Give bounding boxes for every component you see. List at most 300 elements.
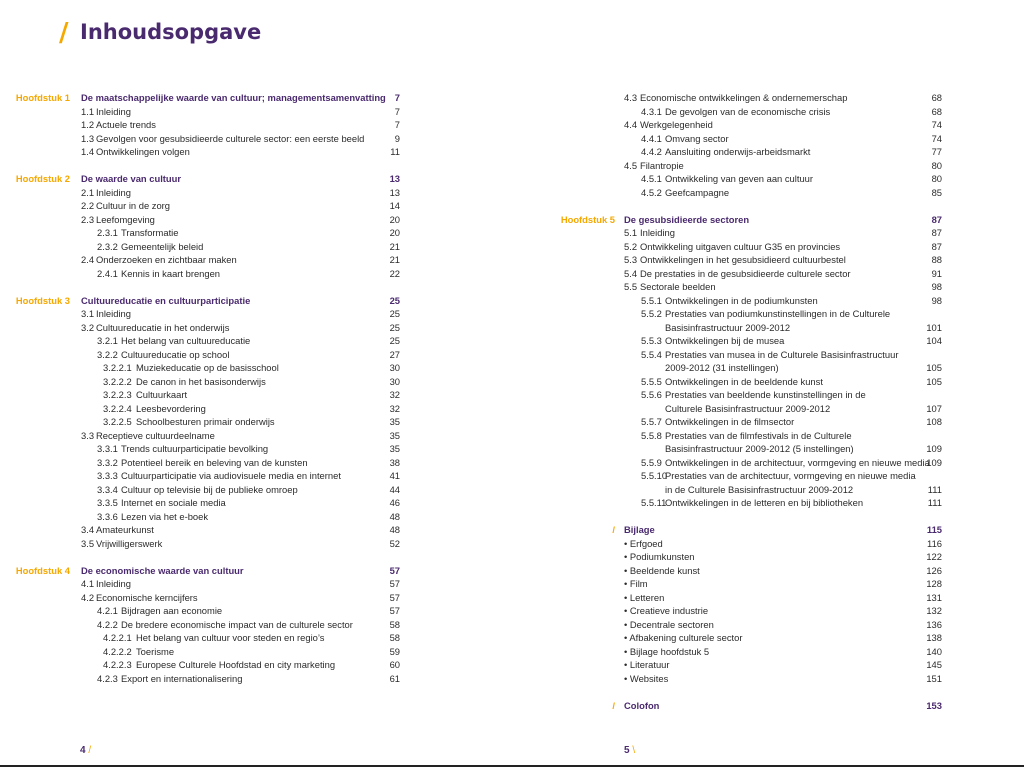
toc-entry-row[interactable] [546, 537, 946, 551]
toc-entry-row[interactable] [546, 321, 946, 335]
entry-title: Ontwikkeling van geven aan cultuur [665, 173, 814, 184]
toc-entry-row[interactable] [0, 415, 410, 429]
entry-title: Leesbevordering [136, 402, 206, 414]
section-number: 1.4 [81, 146, 95, 157]
section-number: 2.4 [81, 254, 95, 265]
toc-entry-row[interactable] [546, 172, 946, 186]
toc-entry-row[interactable] [0, 388, 410, 402]
page-number: 104 [926, 335, 942, 346]
entry-title: • Websites [624, 672, 669, 684]
toc-entry-row[interactable] [0, 213, 410, 227]
entry-title: De gesubsidieerde sectoren [624, 213, 750, 225]
page-number: 80 [931, 173, 942, 184]
toc-entry-row[interactable] [546, 307, 946, 321]
entry-title: Inleiding [96, 186, 131, 198]
entry-title: Lezen via het e-boek [121, 510, 209, 522]
section-number: 4.2.2.1 [103, 632, 132, 643]
toc-entry-row[interactable] [0, 267, 410, 281]
page-number: 38 [389, 456, 400, 468]
page-number: 105 [926, 362, 942, 373]
toc-entry-row[interactable] [546, 186, 946, 200]
page-number: 13 [389, 186, 400, 198]
toc-entry-row[interactable] [0, 307, 410, 321]
page-number: 57 [389, 578, 400, 589]
entry-title: Bijlage [624, 524, 655, 535]
chapter-label: Hoofdstuk 1 [15, 92, 70, 103]
section-number: 3.3.4 [97, 483, 118, 495]
section-number: 1.2 [81, 119, 95, 130]
toc-entry-row[interactable] [0, 186, 410, 200]
toc-entry-row[interactable] [546, 145, 946, 159]
page-number: 57 [389, 564, 400, 576]
section-number: 5.5.2 [641, 308, 662, 319]
section-number: 5.5.7 [641, 416, 662, 427]
entry-title: Colofon [624, 699, 660, 711]
toc-entry-row[interactable] [0, 510, 410, 524]
page-number: 87 [931, 240, 942, 252]
entry-title: Inleiding [96, 308, 131, 319]
entry-title: Cultuureducatie in het onderwijs [96, 321, 230, 333]
entry-title: Cultuur in de zorg [96, 200, 170, 211]
entry-title: Prestaties van de filmfestivals in de Culturele [665, 429, 852, 441]
entry-title: • Creatieve industrie [624, 605, 709, 616]
page-number: 14 [389, 200, 400, 211]
page-number: 151 [926, 672, 942, 684]
section-number: 3.1 [81, 308, 95, 319]
page-number: 111 [927, 497, 942, 508]
page-number: 59 [389, 645, 400, 657]
entry-title: Actuele trends [96, 119, 156, 130]
title-slash: / [59, 18, 69, 48]
toc-entry-row[interactable] [0, 631, 410, 645]
toc-entry-row[interactable] [0, 361, 410, 375]
toc-entry-row[interactable] [546, 591, 946, 605]
toc-entry-row[interactable] [546, 469, 946, 483]
page-number: 109 [926, 456, 942, 468]
page-number: 87 [931, 213, 942, 225]
toc-entry-row[interactable] [546, 604, 946, 618]
toc-gap [0, 280, 410, 294]
entry-title: Amateurkunst [96, 524, 154, 535]
entry-title: Schoolbesturen primair onderwijs [136, 416, 275, 427]
page-number: 131 [926, 591, 942, 603]
section-number: 5.3 [624, 254, 638, 265]
section-number: 2.2 [81, 200, 95, 211]
toc-entry-row[interactable] [546, 631, 946, 645]
toc-right-column [546, 91, 946, 712]
toc-entry-row[interactable] [546, 159, 946, 173]
section-number: 4.2.1 [97, 605, 118, 616]
section-number: 3.3.1 [97, 443, 118, 454]
entry-title: Geefcampagne [665, 186, 730, 198]
section-number: 2.3 [81, 213, 95, 225]
page-number: 21 [389, 254, 400, 265]
section-number: 3.5 [81, 537, 95, 549]
section-number: 3.2.1 [97, 335, 118, 346]
toc-gap [546, 199, 946, 213]
toc-entry-row[interactable] [0, 469, 410, 483]
section-number: 2.3.2 [97, 240, 118, 252]
page-number: 74 [931, 119, 942, 130]
entry-title: Muziekeducatie op de basisschool [136, 362, 279, 373]
entry-title: Prestaties van de architectuur, vormgeving en nieuwe media [665, 470, 916, 481]
toc-entry-row[interactable] [546, 294, 946, 308]
section-number: 5.5.6 [641, 389, 662, 400]
entry-title: Sectorale beelden [640, 281, 716, 292]
page-number: 91 [931, 267, 942, 279]
section-number: 5.5.11 [641, 497, 667, 508]
footer-right [624, 745, 635, 756]
page-number: 22 [389, 267, 400, 279]
page-number: 27 [389, 348, 400, 360]
toc-entry-row[interactable] [0, 618, 410, 632]
section-number: 5.5.4 [641, 348, 662, 360]
entry-title: Culturele Basisinfrastructuur 2009-2012 [665, 402, 831, 414]
section-number: 2.4.1 [97, 267, 118, 279]
entry-title: Inleiding [96, 105, 131, 117]
page-number: 35 [389, 429, 400, 441]
page-number: 35 [389, 443, 400, 454]
page-number: 35 [389, 416, 400, 427]
toc-entry-row[interactable] [546, 280, 946, 294]
entry-title: Economische kerncijfers [96, 591, 198, 603]
toc-entry-row[interactable] [546, 361, 946, 375]
toc-entry-row[interactable] [546, 483, 946, 497]
section-number: 4.4.2 [641, 146, 662, 157]
page-number: 13 [389, 173, 400, 184]
toc-gap [0, 159, 410, 173]
page-number: 107 [926, 402, 942, 414]
section-number: 5.2 [624, 240, 638, 252]
entry-title: Ontwikkelingen in de filmsector [665, 416, 795, 427]
entry-title: De gevolgen van de economische crisis [665, 105, 831, 117]
toc-entry-row[interactable] [546, 415, 946, 429]
section-number: 5.5.1 [641, 294, 662, 306]
section-number: 3.2.2.4 [103, 402, 132, 414]
toc-entry-row[interactable] [0, 375, 410, 389]
page-number: 58 [389, 632, 400, 643]
toc-entry-row[interactable] [0, 145, 410, 159]
chapter-label: Hoofdstuk 3 [15, 294, 70, 306]
section-number: 5.5 [624, 281, 638, 292]
entry-title: Onderzoeken en zichtbaar maken [96, 254, 237, 265]
section-number: 3.3.2 [97, 456, 118, 468]
page-number: 77 [931, 146, 942, 157]
toc-entry-row[interactable] [0, 334, 410, 348]
entry-title: Ontwikkelingen in de beeldende kunst [665, 375, 823, 387]
toc-left-column [0, 91, 410, 685]
toc-entry-row[interactable] [0, 402, 410, 416]
page-number: 122 [926, 551, 942, 562]
chapter-label: / [612, 699, 615, 711]
section-number: 4.5 [624, 159, 638, 171]
section-number: 3.2.2.3 [103, 389, 132, 400]
entry-title: • Erfgoed [624, 537, 663, 549]
page-number: 32 [389, 402, 400, 414]
toc-entry-row[interactable] [0, 199, 410, 213]
toc-entry-row[interactable] [546, 388, 946, 402]
page-number: 140 [926, 645, 942, 657]
page-number: 21 [389, 240, 400, 252]
entry-title: Het belang van cultuureducatie [121, 335, 251, 346]
entry-title: Ontwikkelingen volgen [96, 146, 190, 157]
toc-entry-row[interactable] [546, 118, 946, 132]
page-number: 87 [931, 227, 942, 238]
page-number: 25 [389, 335, 400, 346]
entry-title: Ontwikkeling uitgaven cultuur G35 en provincies [640, 240, 841, 252]
bottom-rule [0, 765, 1024, 767]
entry-title: Export en internationalisering [121, 672, 243, 684]
page-number: 61 [389, 672, 400, 684]
entry-title: 2009-2012 (31 instellingen) [665, 362, 779, 373]
page-number: 136 [926, 618, 942, 630]
entry-title: Potentieel bereik en beleving van de kunsten [121, 456, 308, 468]
toc-chapter-row[interactable] [0, 564, 410, 578]
page-number: 101 [926, 321, 942, 333]
section-number: 5.5.3 [641, 335, 662, 346]
section-number: 5.1 [624, 227, 638, 238]
page-number: 20 [389, 227, 400, 238]
toc-entry-row[interactable] [0, 537, 410, 551]
page-number-left: 4 [80, 745, 86, 756]
toc-chapter-row[interactable] [546, 699, 946, 713]
entry-title: • Podiumkunsten [624, 551, 695, 562]
section-number: 5.5.9 [641, 456, 662, 468]
toc-entry-row[interactable] [0, 429, 410, 443]
page-number: 132 [926, 605, 942, 616]
page-number: 85 [931, 186, 942, 198]
entry-title: Cultuureducatie op school [121, 348, 230, 360]
toc-entry-row[interactable] [0, 105, 410, 119]
section-number: 1.3 [81, 132, 95, 144]
section-number: 4.2 [81, 591, 95, 603]
section-number: 3.2.2.5 [103, 416, 132, 427]
entry-title: • Film [624, 578, 648, 589]
entry-title: Economische ontwikkelingen & ondernemerschap [640, 92, 848, 103]
entry-title: De waarde van cultuur [81, 173, 182, 184]
entry-title: De maatschappelijke waarde van cultuur; managementsamenvatting [81, 92, 386, 103]
entry-title: Cultuurkaart [136, 389, 188, 400]
section-number: 3.3.3 [97, 470, 118, 481]
section-number: 5.4 [624, 267, 638, 279]
page-number: 138 [926, 632, 942, 643]
entry-title: Omvang sector [665, 132, 729, 144]
toc-entry-row[interactable] [0, 658, 410, 672]
page-number: 20 [389, 213, 400, 225]
entry-title: De bredere economische impact van de culturele sector [121, 618, 353, 630]
section-number: 2.3.1 [97, 227, 118, 238]
entry-title: Trends cultuurparticipatie bevolking [121, 443, 269, 454]
toc-entry-row[interactable] [0, 253, 410, 267]
page-number: 46 [389, 497, 400, 508]
chapter-label: Hoofdstuk 5 [560, 213, 615, 225]
entry-title: Receptieve cultuurdeelname [96, 429, 215, 441]
chapter-label: Hoofdstuk 2 [15, 173, 70, 184]
page-title: Inhoudsopgave [80, 20, 262, 44]
section-number: 3.3 [81, 429, 95, 441]
page-number: 68 [931, 105, 942, 117]
section-number: 3.2.2 [97, 348, 118, 360]
entry-title: Gevolgen voor gesubsidieerde culturele sector: een eerste beeld [96, 132, 365, 144]
page-number: 115 [926, 524, 942, 535]
section-number: 4.2.2.3 [103, 659, 132, 670]
toc-entry-row[interactable] [546, 226, 946, 240]
section-number: 4.3.1 [641, 105, 662, 117]
entry-title: Basisinfrastructuur 2009-2012 [665, 321, 791, 333]
page-number: 7 [394, 105, 400, 117]
toc-entry-row[interactable] [0, 132, 410, 146]
entry-title: De economische waarde van cultuur [81, 564, 244, 576]
page-number: 60 [389, 659, 400, 670]
toc-entry-row[interactable] [546, 564, 946, 578]
toc-entry-row[interactable] [546, 658, 946, 672]
section-number: 5.5.8 [641, 429, 662, 441]
page-number: 116 [927, 537, 942, 549]
page-number: 74 [931, 132, 942, 144]
toc-entry-row[interactable] [0, 226, 410, 240]
toc-entry-row[interactable] [546, 253, 946, 267]
section-number: 3.2 [81, 321, 95, 333]
toc-entry-row[interactable] [546, 645, 946, 659]
page-number: 145 [926, 659, 942, 670]
toc-entry-row[interactable] [546, 91, 946, 105]
toc-entry-row[interactable] [546, 105, 946, 119]
toc-entry-row[interactable] [0, 523, 410, 537]
page-number: 52 [389, 537, 400, 549]
entry-title: Prestaties van podiumkunstinstellingen in de Culturele [665, 308, 891, 319]
section-number: 4.4 [624, 119, 638, 130]
section-number: 4.2.2.2 [103, 645, 132, 657]
page-number: 32 [389, 389, 400, 400]
page-number: 109 [926, 443, 942, 454]
page-number-right: 5 [624, 745, 630, 756]
page-number: 98 [931, 294, 942, 306]
page-number: 25 [389, 294, 400, 306]
toc-entry-row[interactable] [546, 240, 946, 254]
toc-chapter-row[interactable] [0, 172, 410, 186]
page-number: 126 [926, 564, 942, 576]
toc-entry-row[interactable] [546, 456, 946, 470]
entry-title: • Decentrale sectoren [624, 618, 714, 630]
entry-title: Cultuurparticipatie via audiovisuele media en internet [121, 470, 341, 481]
toc-entry-row[interactable] [546, 442, 946, 456]
entry-title: Europese Culturele Hoofdstad en city marketing [136, 659, 336, 670]
section-number: 3.4 [81, 524, 95, 535]
toc-entry-row[interactable] [0, 348, 410, 362]
page-number: 128 [926, 578, 942, 589]
entry-title: Cultuureducatie en cultuurparticipatie [81, 294, 251, 306]
entry-title: • Bijlage hoofdstuk 5 [624, 645, 710, 657]
toc-entry-row[interactable] [546, 267, 946, 281]
page-number: 153 [926, 699, 942, 711]
toc-entry-row[interactable] [0, 240, 410, 254]
toc-entry-row[interactable] [546, 550, 946, 564]
toc-entry-row[interactable] [0, 483, 410, 497]
page-number: 108 [926, 416, 942, 427]
toc-entry-row[interactable] [546, 132, 946, 146]
entry-title: De canon in het basisonderwijs [136, 375, 266, 387]
entry-title: Toerisme [136, 645, 175, 657]
page-number: 25 [389, 321, 400, 333]
toc-chapter-row[interactable] [546, 213, 946, 227]
entry-title: Ontwikkelingen in het gesubsidieerd cultuurbestel [640, 254, 846, 265]
section-number: 3.3.6 [97, 510, 118, 522]
page-number: 44 [389, 483, 400, 495]
toc-entry-row[interactable] [0, 672, 410, 686]
page-number: 57 [389, 591, 400, 603]
toc-gap [546, 685, 946, 699]
toc-entry-row[interactable] [0, 577, 410, 591]
entry-title: Bijdragen aan economie [121, 605, 223, 616]
page-number: 98 [931, 281, 942, 292]
page-number: 111 [927, 483, 942, 495]
entry-title: De prestaties in de gesubsidieerde culturele sector [640, 267, 851, 279]
toc-entry-row[interactable] [546, 334, 946, 348]
entry-title: Internet en sociale media [121, 497, 226, 508]
entry-title: Kennis in kaart brengen [121, 267, 221, 279]
toc-entry-row[interactable] [546, 618, 946, 632]
entry-title: Prestaties van musea in de Culturele Basisinfrastructuur [665, 348, 899, 360]
entry-title: • Letteren [624, 591, 665, 603]
entry-title: Aansluiting onderwijs-arbeidsmarkt [665, 146, 811, 157]
toc-gap [546, 510, 946, 524]
toc-entry-row[interactable] [546, 429, 946, 443]
toc-entry-row[interactable] [0, 442, 410, 456]
toc-entry-row[interactable] [546, 402, 946, 416]
toc-entry-row[interactable] [546, 348, 946, 362]
toc-entry-row[interactable] [0, 591, 410, 605]
toc-chapter-row[interactable] [0, 91, 410, 105]
section-number: 2.1 [81, 186, 95, 198]
page-number: 41 [389, 470, 400, 481]
page-number: 48 [389, 510, 400, 522]
page-number: 48 [389, 524, 400, 535]
toc-entry-row[interactable] [546, 672, 946, 686]
entry-title: Leefomgeving [96, 213, 155, 225]
toc-entry-row[interactable] [0, 604, 410, 618]
toc-entry-row[interactable] [0, 118, 410, 132]
toc-entry-row[interactable] [0, 321, 410, 335]
page-number: 25 [389, 308, 400, 319]
entry-title: Ontwikkelingen bij de musea [665, 335, 785, 346]
section-number: 4.3 [624, 92, 638, 103]
section-number: 4.1 [81, 578, 95, 589]
toc-entry-row[interactable] [0, 456, 410, 470]
chapter-label: / [612, 524, 615, 535]
page-number: 105 [926, 375, 942, 387]
entry-title: Transformatie [121, 227, 179, 238]
section-number: 4.5.2 [641, 186, 662, 198]
toc-entry-row[interactable] [546, 577, 946, 591]
page-number: 30 [389, 362, 400, 373]
toc-entry-row[interactable] [0, 496, 410, 510]
toc-entry-row[interactable] [546, 375, 946, 389]
page-number: 9 [394, 132, 400, 144]
entry-title: Inleiding [640, 227, 675, 238]
section-number: 5.5.10 [641, 470, 668, 481]
section-number: 1.1 [81, 105, 95, 117]
section-number: 3.3.5 [97, 497, 118, 508]
toc-entry-row[interactable] [546, 496, 946, 510]
footer-slash-right: \ [632, 745, 636, 756]
page-number: 7 [394, 92, 400, 103]
entry-title: Het belang van cultuur voor steden en regio’s [136, 632, 325, 643]
toc-chapter-row[interactable] [546, 523, 946, 537]
entry-title: Filantropie [640, 159, 684, 171]
entry-title: Ontwikkelingen in de architectuur, vormgeving en nieuwe media [665, 456, 930, 468]
toc-entry-row[interactable] [0, 645, 410, 659]
toc-chapter-row[interactable] [0, 294, 410, 308]
